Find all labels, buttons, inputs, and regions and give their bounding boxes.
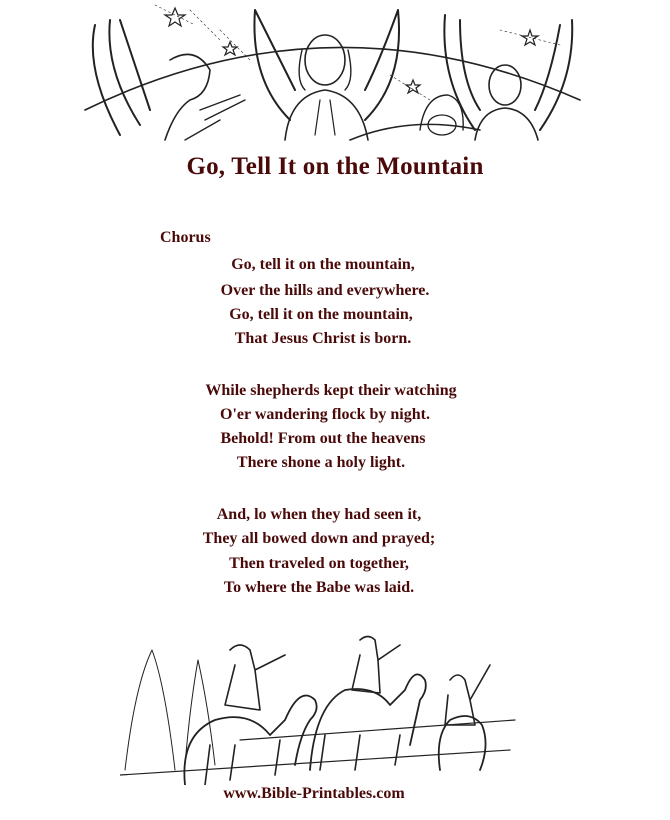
verse-2-line: To where the Babe was laid. <box>223 579 415 596</box>
verse-2-line: They all bowed down and prayed; <box>202 530 436 547</box>
angels-illustration-icon <box>80 0 585 142</box>
website-url: www.Bible-Printables.com <box>223 785 405 802</box>
verse-2-line: Then traveled on together, <box>229 555 409 572</box>
chorus-line: That Jesus Christ is born. <box>234 330 412 347</box>
chorus-line: Over the hills and everywhere. <box>220 282 430 299</box>
angels-manger-illustration <box>80 0 585 142</box>
chorus-label: Chorus <box>160 229 211 246</box>
verse-1-line: Behold! From out the heavens <box>220 430 426 447</box>
camels-illustration-icon <box>120 625 520 785</box>
verse-2-line: And, lo when they had seen it, <box>216 506 422 523</box>
verse-1-line: While shepherds kept their watching <box>205 382 457 399</box>
chorus-line: Go, tell it on the mountain, <box>231 256 415 273</box>
chorus-line: Go, tell it on the mountain, <box>229 306 413 323</box>
verse-1-line: O'er wandering flock by night. <box>220 406 430 423</box>
wise-men-illustration <box>120 625 520 785</box>
verse-1-line: There shone a holy light. <box>236 454 406 471</box>
song-title: Go, Tell It on the Mountain <box>186 153 484 180</box>
